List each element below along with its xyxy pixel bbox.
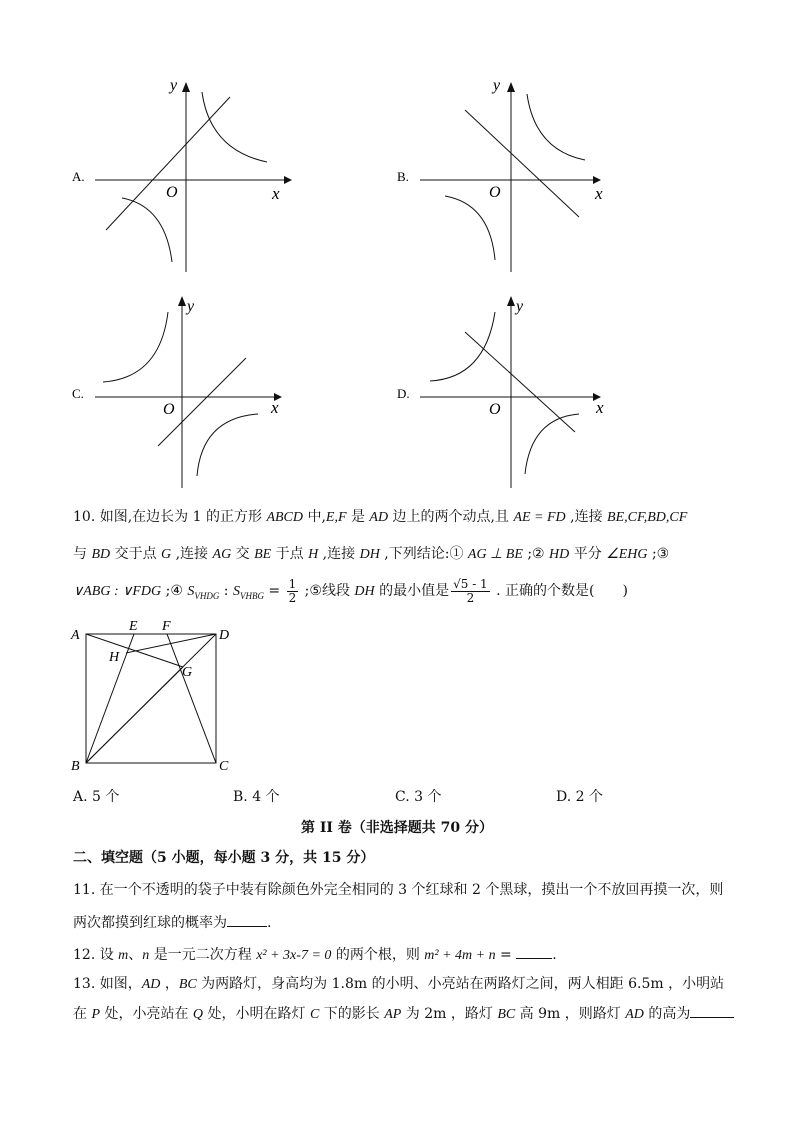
svg-text:O: O <box>489 401 501 418</box>
svg-text:x: x <box>595 184 603 203</box>
q12-line: 12. 设 m、n 是一元二次方程 x² + 3x-7 = 0 的两个根，则 m² + 4m + n = . <box>73 944 557 966</box>
svg-text:F: F <box>162 619 171 634</box>
fraction-half: $\frac{1}{2}$ <box>288 576 297 605</box>
svg-text:y: y <box>187 298 195 315</box>
answer-blank[interactable] <box>516 944 552 959</box>
svg-text:A: A <box>71 628 80 643</box>
choice-b[interactable]: B. 4 个 <box>233 789 280 805</box>
svg-text:C: C <box>219 759 229 774</box>
svg-text:H: H <box>109 650 120 665</box>
choice-d[interactable]: D. 2 个 <box>556 789 603 805</box>
svg-text:x: x <box>596 398 604 417</box>
option-label: D. <box>397 386 410 401</box>
fraction-min-value: $\frac{√5 - 1}{2}$ <box>453 576 488 605</box>
q10-line-3: ∨ABG : ∨FDG ;④ $S_{VHDG}$ : $S_{VHBG}$ = $\frac{1}{2}$ ;⑤线段 DH 的最小值是 $\frac{√5 - 1}{2}$ . 正确的个数是( ) <box>73 576 628 605</box>
svg-text:y: y <box>170 77 178 94</box>
y-axis-arrow-icon <box>507 82 515 92</box>
y-axis-arrow-icon <box>178 296 186 306</box>
q10-line-2: 与 BD 交于点 G ,连接 AG 交 BE 于点 H ,连接 DH ,下列结论:① AG ⊥ BE ;② HD 平分 ∠EHG ;③ <box>73 546 670 562</box>
graph-option-d <box>385 290 625 490</box>
x-axis-arrow-icon <box>284 176 292 184</box>
graph-option-a <box>60 70 300 280</box>
q13-line-1: 13. 如图，AD ，BC 为两路灯，身高均为 1.8m 的小明、小亮站在两路灯之间，两人相距 6.5m ，小明站 <box>73 976 725 992</box>
q11-line-2: 两次都摸到红球的概率为 . <box>73 912 271 933</box>
answer-blank[interactable] <box>690 1003 734 1018</box>
q13-line-2: 在 P 处，小亮站在 Q 处，小明在路灯 C 下的影长 AP 为 2m ，路灯 BC 高 9m ，则路灯 AD 的高为 <box>73 1003 734 1025</box>
graph-option-c <box>60 290 300 490</box>
svg-text:D: D <box>219 628 230 643</box>
option-label: C. <box>72 386 84 401</box>
section-title: 第 II 卷（非选择题共 70 分） <box>300 820 494 836</box>
y-axis-arrow-icon <box>182 82 190 92</box>
svg-text:x: x <box>271 398 279 417</box>
option-label: B. <box>397 169 409 184</box>
svg-text:y: y <box>493 77 501 94</box>
choice-a[interactable]: A. 5 个 <box>73 789 120 805</box>
svg-text:y: y <box>516 298 524 315</box>
svg-text:x: x <box>272 184 280 203</box>
option-label: A. <box>72 169 85 184</box>
q10-line-1: 10. 如图,在边长为 1 的正方形 ABCD 中,E,F 是 AD 边上的两个动点,且 AE = FD ,连接 BE,CF,BD,CF <box>73 509 688 525</box>
svg-text:G: G <box>182 665 193 680</box>
x-axis-arrow-icon <box>593 176 601 184</box>
svg-text:O: O <box>163 401 175 418</box>
y-axis-arrow-icon <box>507 296 515 306</box>
choice-c[interactable]: C. 3 个 <box>395 789 442 805</box>
answer-blank[interactable] <box>227 912 267 927</box>
square-figure <box>66 618 246 778</box>
svg-text:E: E <box>129 619 138 634</box>
svg-text:O: O <box>489 184 501 201</box>
q11-line-1: 11. 在一个不透明的袋子中装有除颜色外完全相同的 3 个红球和 2 个黑球，摸出一个不放回再摸一次，则 <box>73 882 724 898</box>
svg-text:O: O <box>166 184 178 201</box>
section-heading-fill-blank: 二、填空题（5 小题，每小题 3 分，共 15 分） <box>73 850 375 866</box>
graph-option-b <box>385 70 625 280</box>
svg-text:B: B <box>71 759 80 774</box>
